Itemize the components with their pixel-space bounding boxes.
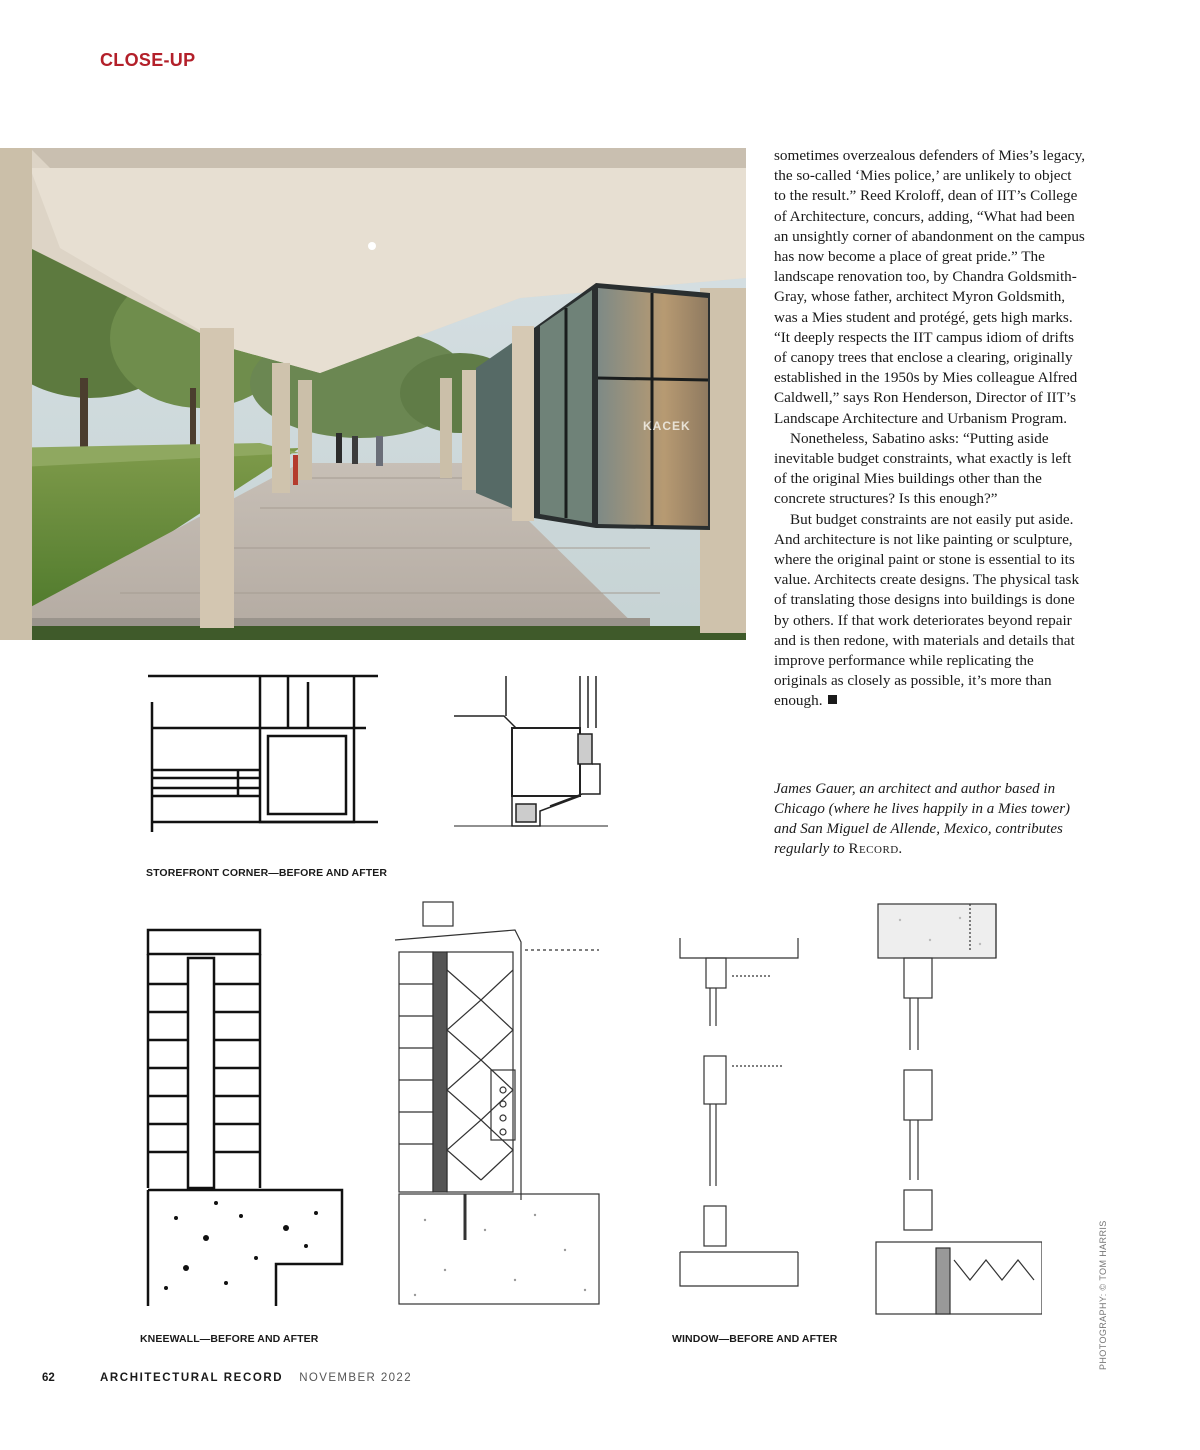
- end-mark: [828, 695, 837, 704]
- caption-kneewall: KNEEWALL—BEFORE AND AFTER: [140, 1333, 319, 1345]
- page-footer: [42, 1372, 412, 1384]
- magazine-name: ARCHITECTURAL RECORD: [100, 1372, 284, 1384]
- article-paragraph-text: But budget constraints are not easily put aside. And architecture is not like painting or sculpture, where the original paint or stone is essential to its value. Architects create designs. The physical task of translating those designs into buildings is done by others. If that work deteriorates beyond repair and is then redone, with materials and details that improve performance while replicating the originals as closely as possible, it’s more than enough.: [774, 510, 1080, 710]
- photo-credit: [1098, 1200, 1114, 1370]
- colonnade-photo: [0, 148, 746, 640]
- photo-credit-text: PHOTOGRAPHY: © TOM HARRIS: [1098, 1220, 1108, 1370]
- author-bio-text: James Gauer, an architect and author based in Chicago (where he lives happily in a Mies tower) and San Miguel de Allende, Mexico, contributes regularly to: [774, 781, 1071, 857]
- author-bio: [774, 779, 1086, 859]
- page-number: 62: [42, 1372, 55, 1384]
- article-body: [774, 146, 1086, 712]
- section-label: CLOSE-UP: [100, 50, 196, 70]
- storefront-after-drawing: [450, 676, 610, 830]
- storefront-sign: KACEK: [643, 419, 691, 433]
- caption-window: WINDOW—BEFORE AND AFTER: [672, 1333, 838, 1345]
- issue-date: NOVEMBER 2022: [299, 1372, 412, 1384]
- kneewall-before-drawing: [146, 928, 346, 1310]
- author-bio-end: .: [898, 841, 903, 857]
- window-before-drawing: [672, 936, 802, 1300]
- article-paragraph: [774, 510, 1086, 712]
- article-paragraph: sometimes overzealous defenders of Mies’s legacy, the so-called ‘Mies police,’ are unlikely to object to the result.” Reed Kroloff, dean of IIT’s College of Architecture, concurs, adding, “What had been an unsightly corner of abandonment on the campus has now become a place of great pride.” The landscape renovation too, by Chandra Goldsmith-Gray, whose father, architect Myron Goldsmith, was a Mies student and protégé, gets high marks. “It deeply respects the IIT campus idiom of drifts of canopy trees that enclose a clearing, originally established in the 1950s by Mies colleague Alfred Caldwell,” says Ron Henderson, Director of IIT’s Landscape Architecture and Urbanism Program.: [774, 147, 1086, 427]
- window-after-drawing: [870, 900, 1042, 1318]
- storefront-before-drawing: [148, 672, 380, 834]
- article-paragraph: Nonetheless, Sabatino asks: “Putting aside inevitable budget constraints, what exactly is left of the original Mies buildings other than the concrete structures? Is this enough?”: [774, 429, 1072, 508]
- caption-storefront: STOREFRONT CORNER—BEFORE AND AFTER: [146, 867, 388, 879]
- kneewall-after-drawing: [385, 900, 605, 1318]
- record-wordmark: Record: [848, 841, 899, 857]
